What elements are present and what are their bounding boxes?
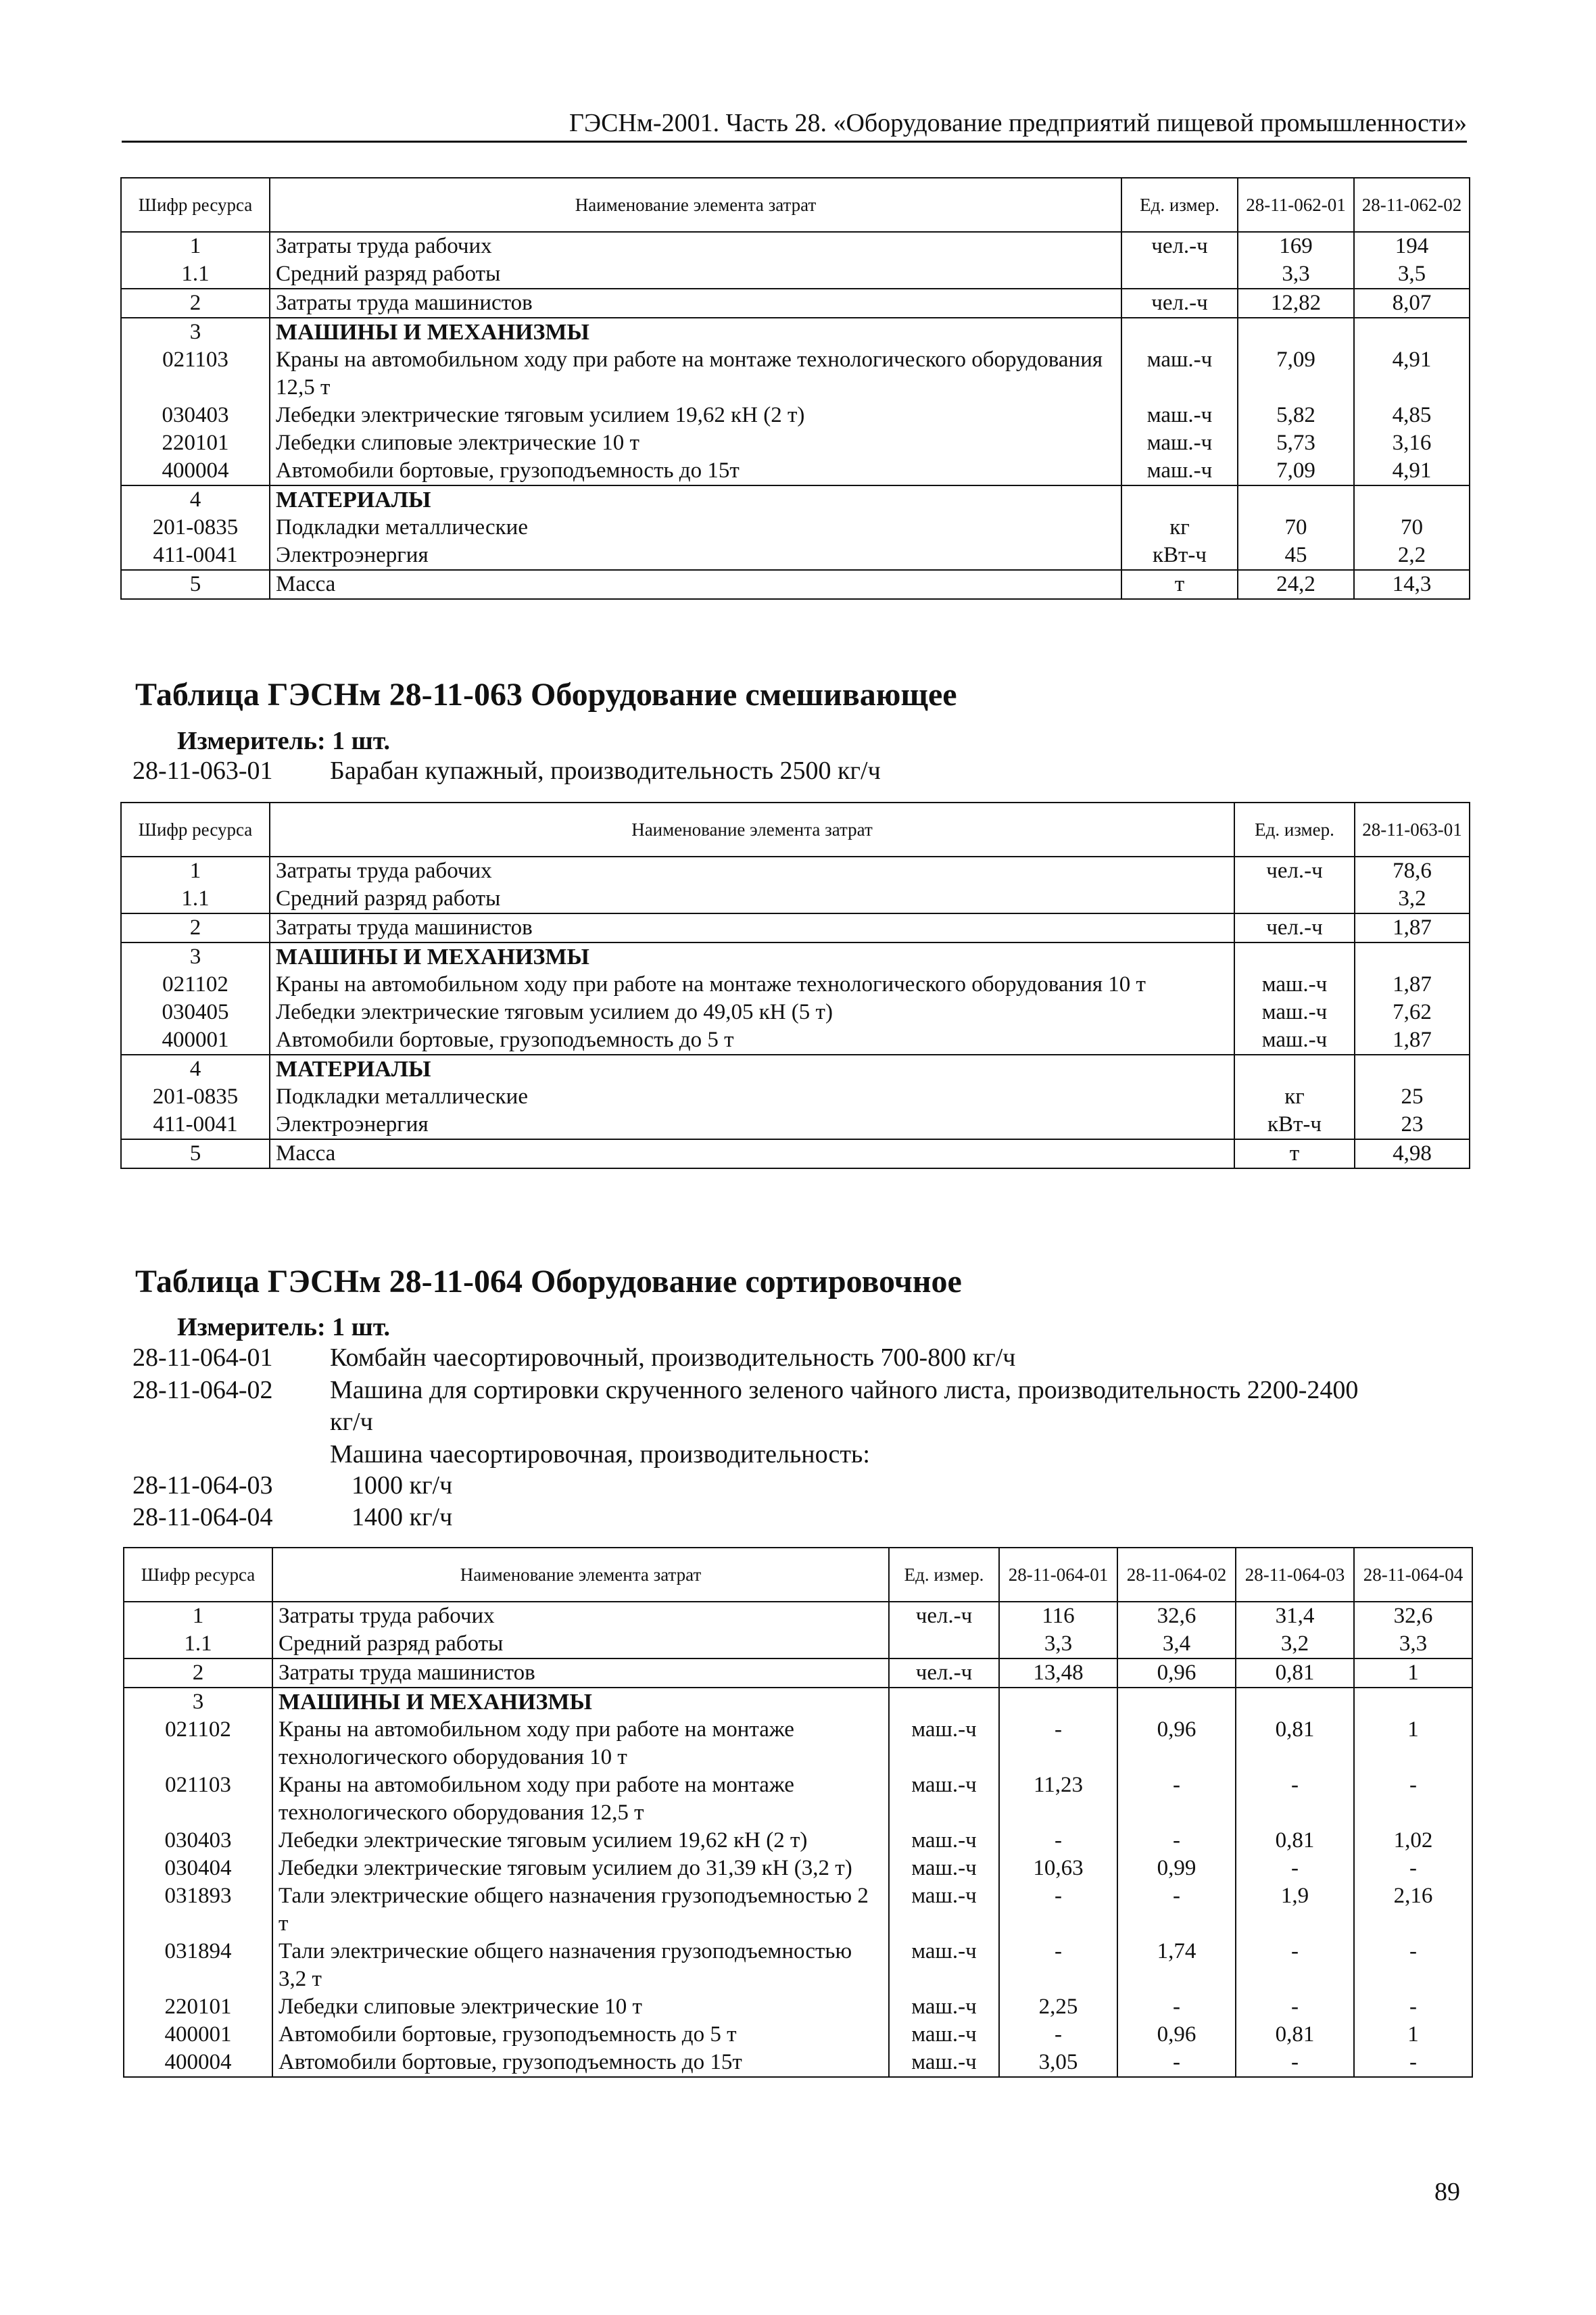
resource-code: 201-0835: [121, 1083, 270, 1111]
cost-table-063: [120, 802, 1470, 1169]
cost-element-name: Краны на автомобильном ходу при работе на монтаже технологического оборудования 10 т: [272, 1716, 889, 1771]
cost-element-name: Масса: [270, 1139, 1234, 1168]
norm-description: 1400 кг/ч: [352, 1503, 453, 1531]
resource-code: 220101: [121, 429, 270, 457]
value-cell: 1,87: [1355, 913, 1470, 942]
cost-element-name: Тали электрические общего назначения грузоподъемностью 3,2 т: [272, 1938, 889, 1993]
value-cell: 3,2: [1355, 885, 1470, 913]
table-row: [124, 1688, 1472, 1716]
unit-cell: маш.-ч: [889, 1855, 999, 1882]
value-cell: -: [1236, 1993, 1354, 2021]
unit-cell: кВт-ч: [1234, 1111, 1355, 1139]
resource-code: 3: [121, 318, 270, 346]
table-row: [121, 457, 1470, 485]
table-title: Таблица ГЭСНм 28-11-064 Оборудование сортировочное: [135, 1264, 962, 1299]
unit-cell: [1121, 318, 1238, 346]
resource-code: 021102: [121, 971, 270, 999]
table-row: [124, 1602, 1472, 1630]
value-cell: -: [999, 1827, 1117, 1855]
col-header-name: Наименование элемента затрат: [270, 178, 1121, 232]
value-cell: 25: [1355, 1083, 1470, 1111]
cost-element-name: Затраты труда рабочих: [270, 857, 1234, 885]
value-cell: 3,3: [1354, 1630, 1472, 1658]
resource-code: 4: [121, 1055, 270, 1083]
col-header-name: Наименование элемента затрат: [272, 1548, 889, 1602]
page-number: 89: [1434, 2178, 1460, 2206]
value-cell: -: [1117, 1827, 1236, 1855]
value-cell: 116: [999, 1602, 1117, 1630]
table-row: [121, 999, 1470, 1026]
cost-element-name: Автомобили бортовые, грузоподъемность до 15т: [270, 457, 1121, 485]
unit-cell: [1121, 485, 1238, 514]
value-cell: [1354, 485, 1470, 514]
value-cell: -: [1354, 1855, 1472, 1882]
table-row: [124, 1993, 1472, 2021]
norm-code: 28-11-064-02: [132, 1376, 273, 1404]
value-cell: -: [999, 1882, 1117, 1938]
unit-cell: чел.-ч: [889, 1658, 999, 1688]
value-cell: [1238, 485, 1354, 514]
col-header-unit: Ед. измер.: [889, 1548, 999, 1602]
value-cell: -: [1354, 1771, 1472, 1827]
value-cell: 10,63: [999, 1855, 1117, 1882]
value-cell: 5,73: [1238, 429, 1354, 457]
value-cell: -: [1236, 1938, 1354, 1993]
resource-code: 5: [121, 570, 270, 599]
value-cell: 23: [1355, 1111, 1470, 1139]
col-header-norm: 28-11-064-04: [1354, 1548, 1472, 1602]
cost-element-name: Затраты труда рабочих: [270, 232, 1121, 260]
resource-code: 1.1: [121, 885, 270, 913]
cost-element-name: Средний разряд работы: [270, 260, 1121, 289]
table-row: [121, 1139, 1470, 1168]
resource-code: 201-0835: [121, 514, 270, 542]
norm-description: Комбайн чаесортировочный, производительность 700-800 кг/ч: [330, 1343, 1016, 1372]
section-heading: МАШИНЫ И МЕХАНИЗМЫ: [272, 1688, 889, 1716]
table-row: [121, 485, 1470, 514]
value-cell: 32,6: [1354, 1602, 1472, 1630]
resource-code: 400001: [124, 2021, 272, 2049]
table-row: [121, 971, 1470, 999]
resource-code: 1.1: [121, 260, 270, 289]
table-row: [121, 542, 1470, 570]
unit-cell: маш.-ч: [889, 1716, 999, 1771]
unit-cell: маш.-ч: [889, 1993, 999, 2021]
norm-code: 28-11-064-03: [132, 1471, 273, 1500]
resource-code: 030404: [124, 1855, 272, 1882]
value-cell: -: [1117, 2049, 1236, 2077]
value-cell: [1238, 318, 1354, 346]
resource-code: 400004: [124, 2049, 272, 2077]
value-cell: 3,16: [1354, 429, 1470, 457]
cost-element-name: Средний разряд работы: [272, 1630, 889, 1658]
norm-code: 28-11-063-01: [132, 757, 273, 785]
cost-element-name: Автомобили бортовые, грузоподъемность до 15т: [272, 2049, 889, 2077]
table-header-row: [121, 803, 1470, 857]
norm-code: 28-11-064-04: [132, 1503, 273, 1531]
col-header-norm: 28-11-064-03: [1236, 1548, 1354, 1602]
table-row: [124, 1716, 1472, 1771]
unit-cell: чел.-ч: [1234, 857, 1355, 885]
value-cell: -: [1354, 1938, 1472, 1993]
col-header-code: Шифр ресурса: [121, 178, 270, 232]
col-header-code: Шифр ресурса: [124, 1548, 272, 1602]
value-cell: 169: [1238, 232, 1354, 260]
value-cell: -: [1354, 2049, 1472, 2077]
cost-element-name: Подкладки металлические: [270, 1083, 1234, 1111]
resource-code: 411-0041: [121, 1111, 270, 1139]
cost-element-name: Электроэнергия: [270, 1111, 1234, 1139]
unit-cell: т: [1121, 570, 1238, 599]
value-cell: -: [1354, 1993, 1472, 2021]
value-cell: 0,81: [1236, 1716, 1354, 1771]
resource-code: 400004: [121, 457, 270, 485]
table-row: [124, 1882, 1472, 1938]
unit-cell: маш.-ч: [1234, 1026, 1355, 1055]
unit-cell: т: [1234, 1139, 1355, 1168]
col-header-unit: Ед. измер.: [1121, 178, 1238, 232]
value-cell: 5,82: [1238, 402, 1354, 429]
section-heading: МАШИНЫ И МЕХАНИЗМЫ: [270, 318, 1121, 346]
value-cell: [1354, 1688, 1472, 1716]
unit-cell: чел.-ч: [1234, 913, 1355, 942]
unit-cell: [1234, 942, 1355, 971]
value-cell: [1355, 1055, 1470, 1083]
value-cell: [999, 1688, 1117, 1716]
value-cell: -: [999, 2021, 1117, 2049]
unit-cell: чел.-ч: [889, 1602, 999, 1630]
table-row: [121, 260, 1470, 289]
unit-cell: маш.-ч: [889, 1938, 999, 1993]
value-cell: 45: [1238, 542, 1354, 570]
cost-element-name: Краны на автомобильном ходу при работе на монтаже технологического оборудования 12,5 т: [272, 1771, 889, 1827]
col-header-unit: Ед. измер.: [1234, 803, 1355, 857]
value-cell: 11,23: [999, 1771, 1117, 1827]
cost-element-name: Краны на автомобильном ходу при работе на монтаже технологического оборудования 10 т: [270, 971, 1234, 999]
meter-label: Измеритель: 1 шт.: [177, 1313, 391, 1341]
value-cell: -: [999, 1938, 1117, 1993]
value-cell: 4,91: [1354, 457, 1470, 485]
resource-code: 030403: [124, 1827, 272, 1855]
value-cell: 3,5: [1354, 260, 1470, 289]
col-header-name: Наименование элемента затрат: [270, 803, 1234, 857]
cost-table-062: [120, 177, 1470, 600]
resource-code: 5: [121, 1139, 270, 1168]
value-cell: -: [1236, 1771, 1354, 1827]
value-cell: 13,48: [999, 1658, 1117, 1688]
value-cell: 2,25: [999, 1993, 1117, 2021]
table-row: [121, 346, 1470, 402]
cost-element-name: Лебедки электрические тяговым усилием до 31,39 кН (3,2 т): [272, 1855, 889, 1882]
cost-element-name: Лебедки электрические тяговым усилием 19,62 кН (2 т): [272, 1827, 889, 1855]
col-header-norm: 28-11-064-01: [999, 1548, 1117, 1602]
value-cell: 1: [1354, 1658, 1472, 1688]
value-cell: 0,81: [1236, 1827, 1354, 1855]
value-cell: 4,85: [1354, 402, 1470, 429]
norm-description: Машина для сортировки скрученного зеленого чайного листа, производительность 2200-2400: [330, 1376, 1359, 1404]
table-row: [124, 2049, 1472, 2077]
cost-element-name: Лебедки электрические тяговым усилием до 49,05 кН (5 т): [270, 999, 1234, 1026]
unit-cell: [1234, 1055, 1355, 1083]
unit-cell: кг: [1121, 514, 1238, 542]
value-cell: 31,4: [1236, 1602, 1354, 1630]
value-cell: [1354, 318, 1470, 346]
value-cell: -: [999, 1716, 1117, 1771]
value-cell: 1,74: [1117, 1938, 1236, 1993]
unit-cell: маш.-ч: [889, 2021, 999, 2049]
unit-cell: чел.-ч: [1121, 232, 1238, 260]
resource-code: 2: [124, 1658, 272, 1688]
value-cell: [1117, 1688, 1236, 1716]
col-header-norm: 28-11-063-01: [1355, 803, 1470, 857]
resource-code: 031894: [124, 1938, 272, 1993]
resource-code: 400001: [121, 1026, 270, 1055]
resource-code: 1: [121, 232, 270, 260]
unit-cell: чел.-ч: [1121, 289, 1238, 318]
value-cell: 70: [1354, 514, 1470, 542]
norm-description: Машина чаесортировочная, производительность:: [330, 1440, 870, 1469]
value-cell: 3,2: [1236, 1630, 1354, 1658]
col-header-norm: 28-11-064-02: [1117, 1548, 1236, 1602]
value-cell: 7,09: [1238, 346, 1354, 402]
cost-element-name: Затраты труда машинистов: [270, 913, 1234, 942]
value-cell: 0,96: [1117, 1716, 1236, 1771]
value-cell: 1,87: [1355, 1026, 1470, 1055]
value-cell: 7,09: [1238, 457, 1354, 485]
unit-cell: кг: [1234, 1083, 1355, 1111]
table-row: [124, 1827, 1472, 1855]
resource-code: 1: [121, 857, 270, 885]
col-header-norm: 28-11-062-01: [1238, 178, 1354, 232]
value-cell: 14,3: [1354, 570, 1470, 599]
resource-code: 021103: [121, 346, 270, 402]
cost-element-name: Затраты труда машинистов: [272, 1658, 889, 1688]
value-cell: [1236, 1688, 1354, 1716]
table-row: [121, 570, 1470, 599]
resource-code: 411-0041: [121, 542, 270, 570]
value-cell: 32,6: [1117, 1602, 1236, 1630]
section-heading: МАТЕРИАЛЫ: [270, 485, 1121, 514]
running-header: ГЭСНм-2001. Часть 28. «Оборудование предприятий пищевой промышленности»: [122, 107, 1467, 143]
resource-code: 021103: [124, 1771, 272, 1827]
value-cell: 194: [1354, 232, 1470, 260]
table-row: [121, 885, 1470, 913]
cost-element-name: Лебедки электрические тяговым усилием 19,62 кН (2 т): [270, 402, 1121, 429]
value-cell: 0,81: [1236, 1658, 1354, 1688]
section-heading: МАШИНЫ И МЕХАНИЗМЫ: [270, 942, 1234, 971]
unit-cell: маш.-ч: [1121, 346, 1238, 402]
unit-cell: маш.-ч: [889, 2049, 999, 2077]
value-cell: 1: [1354, 2021, 1472, 2049]
value-cell: 2,2: [1354, 542, 1470, 570]
value-cell: 2,16: [1354, 1882, 1472, 1938]
cost-element-name: Лебедки слиповые электрические 10 т: [272, 1993, 889, 2021]
cost-element-name: Средний разряд работы: [270, 885, 1234, 913]
resource-code: 2: [121, 289, 270, 318]
value-cell: 3,05: [999, 2049, 1117, 2077]
cost-element-name: Электроэнергия: [270, 542, 1121, 570]
table-row: [121, 1026, 1470, 1055]
value-cell: 0,99: [1117, 1855, 1236, 1882]
value-cell: 4,98: [1355, 1139, 1470, 1168]
cost-element-name: Автомобили бортовые, грузоподъемность до 5 т: [272, 2021, 889, 2049]
cost-element-name: Лебедки слиповые электрические 10 т: [270, 429, 1121, 457]
value-cell: 3,3: [999, 1630, 1117, 1658]
value-cell: 7,62: [1355, 999, 1470, 1026]
unit-cell: маш.-ч: [889, 1882, 999, 1938]
value-cell: 3,4: [1117, 1630, 1236, 1658]
value-cell: 0,96: [1117, 1658, 1236, 1688]
value-cell: 12,82: [1238, 289, 1354, 318]
unit-cell: [889, 1688, 999, 1716]
table-row: [124, 1771, 1472, 1827]
value-cell: 0,81: [1236, 2021, 1354, 2049]
unit-cell: маш.-ч: [1121, 457, 1238, 485]
value-cell: -: [1117, 1993, 1236, 2021]
value-cell: 8,07: [1354, 289, 1470, 318]
table-row: [121, 857, 1470, 885]
table-row: [124, 1938, 1472, 1993]
resource-code: 021102: [124, 1716, 272, 1771]
table-row: [121, 289, 1470, 318]
resource-code: 2: [121, 913, 270, 942]
resource-code: 030403: [121, 402, 270, 429]
value-cell: 1: [1354, 1716, 1472, 1771]
table-header-row: [124, 1548, 1472, 1602]
resource-code: 031893: [124, 1882, 272, 1938]
table-row: [121, 1083, 1470, 1111]
cost-element-name: Подкладки металлические: [270, 514, 1121, 542]
norm-description: кг/ч: [330, 1408, 373, 1436]
unit-cell: маш.-ч: [1234, 999, 1355, 1026]
table-row: [121, 429, 1470, 457]
cost-table-064: [123, 1547, 1473, 2078]
norm-description: Барабан купажный, производительность 2500 кг/ч: [330, 757, 881, 785]
table-row: [124, 2021, 1472, 2049]
table-row: [121, 1111, 1470, 1139]
table-title: Таблица ГЭСНм 28-11-063 Оборудование смешивающее: [135, 677, 957, 713]
table-header-row: [121, 178, 1470, 232]
table-row: [121, 514, 1470, 542]
unit-cell: кВт-ч: [1121, 542, 1238, 570]
unit-cell: [889, 1630, 999, 1658]
resource-code: 3: [121, 942, 270, 971]
value-cell: 1,9: [1236, 1882, 1354, 1938]
table-row: [121, 318, 1470, 346]
resource-code: 030405: [121, 999, 270, 1026]
table-row: [121, 942, 1470, 971]
unit-cell: маш.-ч: [889, 1771, 999, 1827]
value-cell: -: [1236, 1855, 1354, 1882]
unit-cell: маш.-ч: [1121, 429, 1238, 457]
value-cell: 4,91: [1354, 346, 1470, 402]
value-cell: 78,6: [1355, 857, 1470, 885]
table-row: [124, 1855, 1472, 1882]
value-cell: -: [1236, 2049, 1354, 2077]
table-row: [121, 402, 1470, 429]
table-row: [121, 1055, 1470, 1083]
unit-cell: [1234, 885, 1355, 913]
cost-element-name: Тали электрические общего назначения грузоподъемностью 2 т: [272, 1882, 889, 1938]
unit-cell: маш.-ч: [889, 1827, 999, 1855]
col-header-code: Шифр ресурса: [121, 803, 270, 857]
value-cell: 24,2: [1238, 570, 1354, 599]
value-cell: -: [1117, 1882, 1236, 1938]
resource-code: 3: [124, 1688, 272, 1716]
table-row: [121, 913, 1470, 942]
resource-code: 4: [121, 485, 270, 514]
table-row: [124, 1658, 1472, 1688]
section-heading: МАТЕРИАЛЫ: [270, 1055, 1234, 1083]
cost-element-name: Автомобили бортовые, грузоподъемность до 5 т: [270, 1026, 1234, 1055]
value-cell: 3,3: [1238, 260, 1354, 289]
norm-code: 28-11-064-01: [132, 1343, 273, 1372]
resource-code: 1.1: [124, 1630, 272, 1658]
value-cell: -: [1117, 1771, 1236, 1827]
unit-cell: маш.-ч: [1121, 402, 1238, 429]
value-cell: 70: [1238, 514, 1354, 542]
meter-label: Измеритель: 1 шт.: [177, 727, 391, 755]
cost-element-name: Затраты труда рабочих: [272, 1602, 889, 1630]
col-header-norm: 28-11-062-02: [1354, 178, 1470, 232]
table-row: [121, 232, 1470, 260]
resource-code: 1: [124, 1602, 272, 1630]
value-cell: 0,96: [1117, 2021, 1236, 2049]
cost-element-name: Затраты труда машинистов: [270, 289, 1121, 318]
unit-cell: маш.-ч: [1234, 971, 1355, 999]
resource-code: 220101: [124, 1993, 272, 2021]
cost-element-name: Краны на автомобильном ходу при работе на монтаже технологического оборудования 12,5 т: [270, 346, 1121, 402]
cost-element-name: Масса: [270, 570, 1121, 599]
table-row: [124, 1630, 1472, 1658]
value-cell: [1355, 942, 1470, 971]
value-cell: 1,87: [1355, 971, 1470, 999]
norm-description: 1000 кг/ч: [352, 1471, 453, 1500]
value-cell: 1,02: [1354, 1827, 1472, 1855]
unit-cell: [1121, 260, 1238, 289]
